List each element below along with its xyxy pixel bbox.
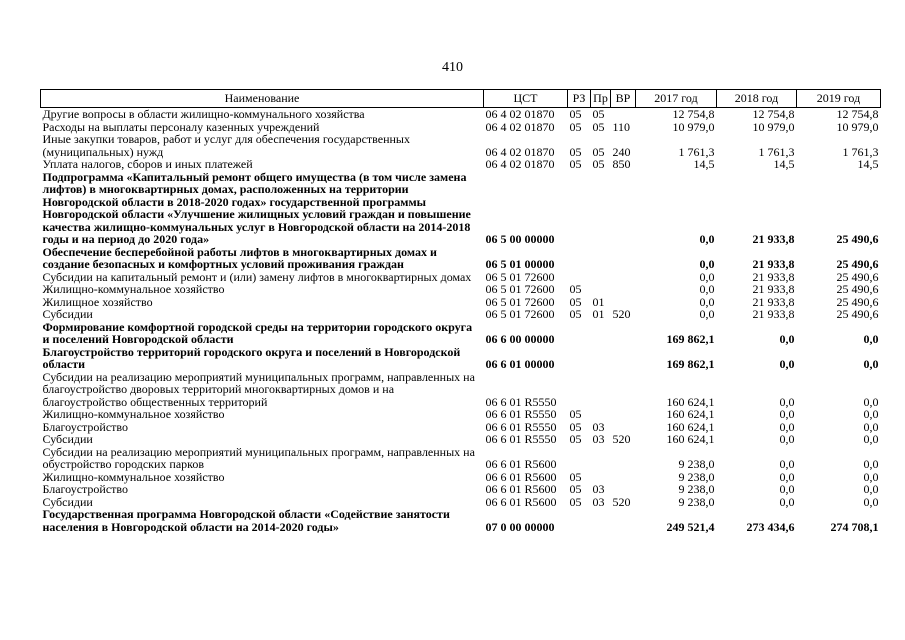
cell-pr (591, 271, 611, 284)
header-vr: ВР (611, 90, 636, 108)
cell-pr: 05 (592, 157, 605, 171)
cell-cst: 06 6 01 00000 (485, 357, 555, 371)
header-2018: 2018 год (717, 90, 797, 108)
cell-vr (611, 446, 636, 471)
cell-name: Субсидии (42, 494, 93, 509)
cell-y2017: 9 238,0 (678, 457, 715, 471)
cell-cst: 06 6 00 00000 (485, 332, 555, 346)
cell-cst: 06 4 02 01870 (485, 144, 555, 159)
cell-y2019: 1 761,3 (842, 144, 879, 159)
cell-cst: 06 5 01 00000 (485, 257, 555, 271)
table-row (41, 246, 881, 271)
header-2017: 2017 год (636, 90, 717, 108)
cell-vr (611, 508, 636, 533)
cell-rz (568, 371, 591, 409)
cell-vr: 520 (612, 432, 631, 446)
cell-y2019: 0,0 (863, 469, 879, 484)
cell-y2017: 160 624,1 (666, 394, 715, 409)
cell-name: Субсидии на реализацию мероприятий муниципальных программ, направленных на благоустройство дворовых территорий многоквартирных домов и на благоустройство общественных территорий (42, 369, 475, 409)
cell-rz (568, 246, 591, 271)
cell-cst: 06 5 01 72600 (485, 307, 555, 321)
cell-y2018: 21 933,8 (752, 294, 795, 309)
cell-cst: 06 4 02 01870 (485, 119, 555, 134)
cell-pr (591, 408, 611, 421)
cell-y2019: 25 490,6 (836, 269, 879, 284)
cell-name: Жилищно-коммунальное хозяйство (42, 469, 225, 484)
table-row (41, 346, 881, 371)
cell-rz: 05 (569, 107, 582, 121)
cell-rz: 05 (569, 419, 582, 434)
cell-cst: 06 6 01 R5600 (485, 469, 557, 484)
header-rz: РЗ (568, 90, 591, 108)
cell-cst: 06 6 01 R5600 (485, 457, 557, 471)
cell-vr (611, 346, 636, 371)
cell-y2017: 0,0 (699, 257, 715, 271)
cell-cst: 06 6 01 R5600 (485, 482, 557, 496)
cell-rz: 05 (569, 494, 582, 509)
cell-rz: 05 (569, 282, 582, 296)
cell-name: Формирование комфортной городской среды на территории городского округа и поселений Новгородской области (42, 319, 473, 346)
table-row (41, 308, 881, 321)
cell-y2019: 0,0 (863, 357, 879, 371)
cell-cst: 06 4 02 01870 (485, 157, 555, 171)
header-2019: 2019 год (797, 90, 881, 108)
table-row (41, 371, 881, 409)
cell-y2018: 12 754,8 (752, 107, 795, 121)
cell-rz: 05 (569, 307, 582, 321)
cell-y2019: 25 490,6 (836, 282, 879, 296)
cell-vr: 850 (612, 157, 631, 171)
cell-rz (568, 508, 591, 533)
table-row (41, 508, 881, 533)
cell-rz: 05 (569, 407, 582, 421)
cell-y2017: 0,0 (699, 307, 715, 321)
cell-y2018: 0,0 (779, 407, 795, 421)
cell-pr: 03 (592, 494, 605, 509)
cell-vr (611, 483, 636, 496)
cell-cst: 06 5 01 72600 (485, 282, 555, 296)
cell-y2017: 169 862,1 (666, 357, 715, 371)
cell-name: Иные закупки товаров, работ и услуг для обеспечения государственных (муниципальных) нужд (42, 132, 410, 159)
table-row (41, 133, 881, 158)
cell-cst: 06 5 00 00000 (485, 232, 555, 246)
cell-y2018: 273 434,6 (746, 519, 795, 534)
table-row (41, 408, 881, 421)
cell-y2019: 0,0 (863, 432, 879, 446)
cell-y2019: 0,0 (863, 332, 879, 346)
cell-vr (611, 171, 636, 246)
cell-pr (591, 508, 611, 533)
cell-cst: 06 6 01 R5550 (485, 407, 557, 421)
cell-name: Расходы на выплаты персоналу казенных учреждений (42, 119, 320, 134)
cell-y2017: 9 238,0 (678, 469, 715, 484)
cell-name: Субсидии на капитальный ремонт и (или) замену лифтов в многоквартирных домах (42, 269, 472, 284)
table-row (41, 433, 881, 446)
cell-vr (611, 471, 636, 484)
cell-vr: 520 (612, 307, 631, 321)
cell-y2019: 10 979,0 (836, 119, 879, 134)
cell-y2017: 0,0 (699, 232, 715, 246)
cell-name: Другие вопросы в области жилищно-коммунального хозяйства (42, 107, 365, 121)
cell-cst: 07 0 00 00000 (485, 519, 555, 534)
cell-vr (611, 321, 636, 346)
cell-y2019: 14,5 (857, 157, 879, 171)
cell-y2018: 14,5 (773, 157, 795, 171)
cell-vr: 240 (612, 144, 631, 159)
page-number: 410 (442, 60, 463, 75)
cell-y2019: 0,0 (863, 494, 879, 509)
cell-y2018: 21 933,8 (752, 282, 795, 296)
cell-pr (591, 171, 611, 246)
cell-y2017: 0,0 (699, 294, 715, 309)
header-cst: ЦСТ (484, 90, 568, 108)
cell-rz: 05 (569, 469, 582, 484)
table-body (41, 108, 881, 534)
cell-name: Благоустройство территорий городского округа и поселений в Новгородской области (42, 344, 461, 371)
cell-rz: 05 (569, 144, 582, 159)
cell-pr (591, 371, 611, 409)
cell-y2017: 14,5 (693, 157, 715, 171)
cell-y2019: 0,0 (863, 407, 879, 421)
header-name: Наименование (41, 90, 484, 108)
cell-y2019: 0,0 (863, 457, 879, 471)
cell-vr (611, 246, 636, 271)
cell-name: Обеспечение бесперебойной работы лифтов в многоквартирных домах и создание безопасных и комфортных условий проживания граждан (42, 244, 437, 271)
cell-pr: 01 (592, 307, 605, 321)
cell-y2018: 10 979,0 (752, 119, 795, 134)
cell-y2017: 9 238,0 (678, 494, 715, 509)
cell-pr: 03 (592, 419, 605, 434)
cell-name: Государственная программа Новгородской области «Содействие занятости населения в Новгородской области на 2014-2020 годы» (42, 507, 450, 534)
cell-pr: 05 (592, 107, 605, 121)
cell-vr (611, 283, 636, 296)
cell-y2019: 25 490,6 (836, 294, 879, 309)
cell-name: Уплата налогов, сборов и иных платежей (42, 157, 253, 171)
cell-y2019: 0,0 (863, 419, 879, 434)
cell-cst: 06 6 01 R5600 (485, 494, 557, 509)
cell-pr: 05 (592, 144, 605, 159)
cell-y2019: 0,0 (863, 394, 879, 409)
cell-cst: 06 6 01 R5550 (485, 419, 557, 434)
budget-table (40, 89, 881, 533)
cell-name: Субсидии (42, 307, 93, 321)
cell-y2017: 12 754,8 (672, 107, 715, 121)
cell-y2017: 10 979,0 (672, 119, 715, 134)
cell-cst: 06 6 01 R5550 (485, 394, 557, 409)
cell-y2019: 25 490,6 (836, 307, 879, 321)
cell-name: Жилищно-коммунальное хозяйство (42, 407, 225, 421)
cell-rz: 05 (569, 482, 582, 496)
table-row (41, 321, 881, 346)
cell-pr (591, 321, 611, 346)
cell-rz: 05 (569, 119, 582, 134)
cell-rz: 05 (569, 432, 582, 446)
cell-y2018: 21 933,8 (752, 257, 795, 271)
cell-y2019: 25 490,6 (836, 257, 879, 271)
table-row (41, 421, 881, 434)
cell-pr: 01 (592, 294, 605, 309)
table-row (41, 446, 881, 471)
table-row (41, 471, 881, 484)
table-row (41, 283, 881, 296)
table-row (41, 108, 881, 121)
cell-y2018: 0,0 (779, 419, 795, 434)
cell-y2017: 160 624,1 (666, 407, 715, 421)
cell-name: Благоустройство (42, 482, 129, 496)
cell-y2017: 160 624,1 (666, 419, 715, 434)
cell-y2018: 0,0 (779, 432, 795, 446)
cell-y2018: 21 933,8 (752, 232, 795, 246)
cell-y2018: 21 933,8 (752, 307, 795, 321)
cell-cst: 06 4 02 01870 (485, 107, 555, 121)
cell-name: Подпрограмма «Капитальный ремонт общего имущества (в том числе замена лифтов) в многоквартирных домах, расположенных на территории Новгородской области в 2018-2020 годах» государственной программы Новгородской области «Улучшение жилищных условий граждан и повышение качества жилищно-коммунальных услуг в Новгородской области на 2014-2018 годы и на период до 2020 года» (42, 169, 471, 246)
cell-y2017: 0,0 (699, 282, 715, 296)
cell-y2017: 169 862,1 (666, 332, 715, 346)
cell-vr (611, 408, 636, 421)
cell-name: Жилищно-коммунальное хозяйство (42, 282, 225, 296)
cell-pr: 05 (592, 119, 605, 134)
cell-rz: 05 (569, 294, 582, 309)
cell-y2018: 21 933,8 (752, 269, 795, 284)
cell-y2018: 0,0 (779, 482, 795, 496)
cell-cst: 06 6 01 R5550 (485, 432, 557, 446)
cell-y2017: 160 624,1 (666, 432, 715, 446)
cell-y2017: 249 521,4 (666, 519, 715, 534)
cell-pr (591, 246, 611, 271)
cell-y2018: 1 761,3 (758, 144, 795, 159)
cell-name: Благоустройство (42, 419, 129, 434)
table-row (41, 483, 881, 496)
cell-y2018: 0,0 (779, 332, 795, 346)
cell-y2017: 1 761,3 (678, 144, 715, 159)
cell-rz (568, 446, 591, 471)
cell-y2018: 0,0 (779, 457, 795, 471)
cell-rz (568, 346, 591, 371)
table-row (41, 158, 881, 171)
cell-y2018: 0,0 (779, 469, 795, 484)
header-pr: Пр (591, 90, 611, 108)
cell-y2017: 9 238,0 (678, 482, 715, 496)
cell-pr (591, 446, 611, 471)
cell-vr: 110 (612, 119, 631, 134)
cell-vr (611, 371, 636, 409)
cell-y2019: 274 708,1 (830, 519, 879, 534)
cell-y2017: 0,0 (699, 269, 715, 284)
cell-name: Субсидии на реализацию мероприятий муниципальных программ, направленных на обустройство городских парков (42, 444, 475, 471)
cell-y2019: 12 754,8 (836, 107, 879, 121)
cell-name: Жилищное хозяйство (42, 294, 153, 309)
cell-pr (591, 346, 611, 371)
cell-y2018: 0,0 (779, 357, 795, 371)
cell-y2019: 0,0 (863, 482, 879, 496)
cell-rz: 05 (569, 157, 582, 171)
cell-pr: 03 (592, 482, 605, 496)
cell-y2019: 25 490,6 (836, 232, 879, 246)
cell-name: Субсидии (42, 432, 93, 446)
cell-y2018: 0,0 (779, 494, 795, 509)
cell-vr: 520 (612, 494, 631, 509)
cell-rz (568, 321, 591, 346)
cell-cst: 06 5 01 72600 (485, 294, 555, 309)
cell-vr (611, 271, 636, 284)
cell-vr (611, 108, 636, 121)
table-row (41, 171, 881, 246)
cell-pr: 03 (592, 432, 605, 446)
cell-rz (568, 171, 591, 246)
cell-y2018: 0,0 (779, 394, 795, 409)
table-header-row (41, 90, 881, 108)
cell-pr (591, 283, 611, 296)
cell-cst: 06 5 01 72600 (485, 269, 555, 284)
